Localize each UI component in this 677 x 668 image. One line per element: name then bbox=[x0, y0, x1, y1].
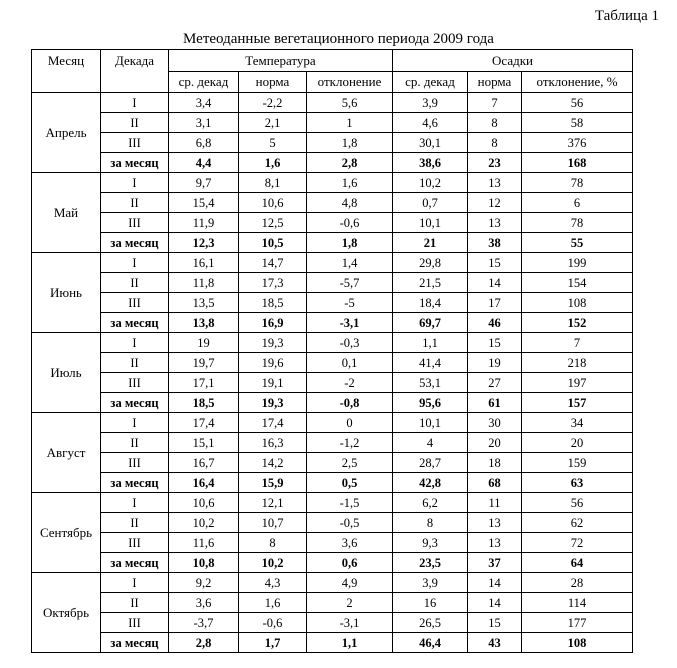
value-cell: 34 bbox=[522, 413, 633, 433]
decade-cell: III bbox=[101, 133, 169, 153]
value-cell: 114 bbox=[522, 593, 633, 613]
value-cell: 13 bbox=[468, 513, 522, 533]
total-label: за месяц bbox=[101, 393, 169, 413]
value-cell: 56 bbox=[522, 493, 633, 513]
value-cell: 108 bbox=[522, 293, 633, 313]
value-cell: 13 bbox=[468, 533, 522, 553]
value-cell: 69,7 bbox=[393, 313, 468, 333]
value-cell: 62 bbox=[522, 513, 633, 533]
value-cell: 19,7 bbox=[169, 353, 239, 373]
value-cell: 16,7 bbox=[169, 453, 239, 473]
value-cell: 16,4 bbox=[169, 473, 239, 493]
value-cell: 46 bbox=[468, 313, 522, 333]
value-cell: -0,6 bbox=[239, 613, 307, 633]
table-row bbox=[32, 173, 633, 193]
value-cell: -2,2 bbox=[239, 93, 307, 113]
table-row bbox=[32, 273, 633, 293]
value-cell: 12,1 bbox=[239, 493, 307, 513]
value-cell: 29,8 bbox=[393, 253, 468, 273]
value-cell: 14,7 bbox=[239, 253, 307, 273]
month-name: Сентябрь bbox=[32, 493, 101, 573]
table-row bbox=[32, 373, 633, 393]
decade-cell: I bbox=[101, 93, 169, 113]
value-cell: 1,8 bbox=[307, 133, 393, 153]
value-cell: 12 bbox=[468, 193, 522, 213]
value-cell: 2,8 bbox=[169, 633, 239, 653]
value-cell: 1,6 bbox=[239, 593, 307, 613]
value-cell: 154 bbox=[522, 273, 633, 293]
value-cell: 1 bbox=[307, 113, 393, 133]
table-row bbox=[32, 413, 633, 433]
value-cell: 1,6 bbox=[307, 173, 393, 193]
value-cell: 19 bbox=[468, 353, 522, 373]
weather-table bbox=[31, 49, 633, 653]
decade-cell: III bbox=[101, 533, 169, 553]
value-cell: 18 bbox=[468, 453, 522, 473]
value-cell: 1,4 bbox=[307, 253, 393, 273]
table-row bbox=[32, 433, 633, 453]
month-name: Август bbox=[32, 413, 101, 493]
decade-cell: I bbox=[101, 333, 169, 353]
value-cell: 14 bbox=[468, 593, 522, 613]
value-cell: 2,5 bbox=[307, 453, 393, 473]
table-row bbox=[32, 513, 633, 533]
value-cell: 13 bbox=[468, 173, 522, 193]
value-cell: 38 bbox=[468, 233, 522, 253]
value-cell: 11,6 bbox=[169, 533, 239, 553]
value-cell: 12,5 bbox=[239, 213, 307, 233]
month-name: Июль bbox=[32, 333, 101, 413]
value-cell: 61 bbox=[468, 393, 522, 413]
value-cell: 4,4 bbox=[169, 153, 239, 173]
total-label: за месяц bbox=[101, 153, 169, 173]
temperature-header: Температура bbox=[169, 50, 393, 72]
value-cell: 11,9 bbox=[169, 213, 239, 233]
value-cell: 15,9 bbox=[239, 473, 307, 493]
value-cell: 16,9 bbox=[239, 313, 307, 333]
decade-cell: II bbox=[101, 193, 169, 213]
decade-cell: I bbox=[101, 573, 169, 593]
value-cell: 11,8 bbox=[169, 273, 239, 293]
value-cell: 37 bbox=[468, 553, 522, 573]
month-name: Май bbox=[32, 173, 101, 253]
value-cell: 2,8 bbox=[307, 153, 393, 173]
table-row bbox=[32, 613, 633, 633]
total-label: за месяц bbox=[101, 633, 169, 653]
decade-cell: III bbox=[101, 613, 169, 633]
value-cell: 6,2 bbox=[393, 493, 468, 513]
value-cell: 10,2 bbox=[393, 173, 468, 193]
temp-deviation-header: отклонение bbox=[307, 72, 393, 93]
value-cell: 12,3 bbox=[169, 233, 239, 253]
value-cell: 10,5 bbox=[239, 233, 307, 253]
value-cell: 56 bbox=[522, 93, 633, 113]
value-cell: 64 bbox=[522, 553, 633, 573]
value-cell: 0 bbox=[307, 413, 393, 433]
value-cell: 14,2 bbox=[239, 453, 307, 473]
value-cell: 4,9 bbox=[307, 573, 393, 593]
value-cell: 14 bbox=[468, 573, 522, 593]
decade-header: Декада bbox=[101, 50, 169, 93]
value-cell: -0,3 bbox=[307, 333, 393, 353]
value-cell: 43 bbox=[468, 633, 522, 653]
decade-cell: II bbox=[101, 593, 169, 613]
table-body bbox=[32, 93, 633, 653]
decade-cell: I bbox=[101, 253, 169, 273]
value-cell: 15,4 bbox=[169, 193, 239, 213]
value-cell: 17,4 bbox=[239, 413, 307, 433]
value-cell: 58 bbox=[522, 113, 633, 133]
value-cell: 21,5 bbox=[393, 273, 468, 293]
value-cell: 0,1 bbox=[307, 353, 393, 373]
value-cell: 14 bbox=[468, 273, 522, 293]
value-cell: 3,6 bbox=[307, 533, 393, 553]
value-cell: 13,5 bbox=[169, 293, 239, 313]
decade-cell: I bbox=[101, 413, 169, 433]
value-cell: 16,1 bbox=[169, 253, 239, 273]
value-cell: 17,4 bbox=[169, 413, 239, 433]
value-cell: 1,1 bbox=[393, 333, 468, 353]
month-total-row bbox=[32, 153, 633, 173]
value-cell: 15 bbox=[468, 333, 522, 353]
decade-cell: III bbox=[101, 213, 169, 233]
value-cell: 18,5 bbox=[169, 393, 239, 413]
value-cell: 19 bbox=[169, 333, 239, 353]
value-cell: 177 bbox=[522, 613, 633, 633]
table-row bbox=[32, 253, 633, 273]
value-cell: 26,5 bbox=[393, 613, 468, 633]
value-cell: 15,1 bbox=[169, 433, 239, 453]
temp-avg-header: ср. декад bbox=[169, 72, 239, 93]
value-cell: 1,6 bbox=[239, 153, 307, 173]
month-name: Апрель bbox=[32, 93, 101, 173]
value-cell: 10,8 bbox=[169, 553, 239, 573]
table-row bbox=[32, 333, 633, 353]
decade-cell: III bbox=[101, 453, 169, 473]
value-cell: 10,1 bbox=[393, 213, 468, 233]
value-cell: 3,1 bbox=[169, 113, 239, 133]
value-cell: 78 bbox=[522, 213, 633, 233]
month-name: Октябрь bbox=[32, 573, 101, 653]
value-cell: -0,5 bbox=[307, 513, 393, 533]
value-cell: 19,6 bbox=[239, 353, 307, 373]
value-cell: 3,9 bbox=[393, 573, 468, 593]
value-cell: 4 bbox=[393, 433, 468, 453]
value-cell: 4,6 bbox=[393, 113, 468, 133]
value-cell: -5 bbox=[307, 293, 393, 313]
decade-cell: II bbox=[101, 433, 169, 453]
decade-cell: I bbox=[101, 173, 169, 193]
value-cell: -5,7 bbox=[307, 273, 393, 293]
table-row bbox=[32, 353, 633, 373]
table-row bbox=[32, 133, 633, 153]
value-cell: 6 bbox=[522, 193, 633, 213]
temp-norm-header: норма bbox=[239, 72, 307, 93]
month-name: Июнь bbox=[32, 253, 101, 333]
value-cell: 16,3 bbox=[239, 433, 307, 453]
precip-deviation-header: отклонение, % bbox=[522, 72, 633, 93]
value-cell: 0,6 bbox=[307, 553, 393, 573]
decade-cell: III bbox=[101, 293, 169, 313]
value-cell: 10,2 bbox=[239, 553, 307, 573]
table-row bbox=[32, 113, 633, 133]
value-cell: 8 bbox=[393, 513, 468, 533]
value-cell: 168 bbox=[522, 153, 633, 173]
decade-cell: II bbox=[101, 353, 169, 373]
value-cell: 8 bbox=[468, 133, 522, 153]
value-cell: 18,4 bbox=[393, 293, 468, 313]
value-cell: 7 bbox=[522, 333, 633, 353]
month-header: Месяц bbox=[32, 50, 101, 93]
value-cell: 23,5 bbox=[393, 553, 468, 573]
value-cell: 376 bbox=[522, 133, 633, 153]
value-cell: 199 bbox=[522, 253, 633, 273]
value-cell: 53,1 bbox=[393, 373, 468, 393]
month-total-row bbox=[32, 473, 633, 493]
month-total-row bbox=[32, 633, 633, 653]
value-cell: 3,6 bbox=[169, 593, 239, 613]
value-cell: 9,2 bbox=[169, 573, 239, 593]
decade-cell: I bbox=[101, 493, 169, 513]
value-cell: 1,7 bbox=[239, 633, 307, 653]
value-cell: 17,3 bbox=[239, 273, 307, 293]
table-row bbox=[32, 453, 633, 473]
value-cell: 7 bbox=[468, 93, 522, 113]
value-cell: 8 bbox=[239, 533, 307, 553]
value-cell: 159 bbox=[522, 453, 633, 473]
value-cell: 10,6 bbox=[169, 493, 239, 513]
precip-avg-header: ср. декад bbox=[393, 72, 468, 93]
value-cell: 55 bbox=[522, 233, 633, 253]
value-cell: 3,9 bbox=[393, 93, 468, 113]
table-row bbox=[32, 593, 633, 613]
value-cell: 19,3 bbox=[239, 333, 307, 353]
precipitation-header: Осадки bbox=[393, 50, 633, 72]
value-cell: 15 bbox=[468, 613, 522, 633]
value-cell: 0,7 bbox=[393, 193, 468, 213]
table-row bbox=[32, 293, 633, 313]
value-cell: 4,8 bbox=[307, 193, 393, 213]
month-total-row bbox=[32, 313, 633, 333]
value-cell: 8 bbox=[468, 113, 522, 133]
value-cell: 2 bbox=[307, 593, 393, 613]
value-cell: 2,1 bbox=[239, 113, 307, 133]
value-cell: 4,3 bbox=[239, 573, 307, 593]
value-cell: 157 bbox=[522, 393, 633, 413]
value-cell: 10,1 bbox=[393, 413, 468, 433]
total-label: за месяц bbox=[101, 313, 169, 333]
value-cell: 10,6 bbox=[239, 193, 307, 213]
table-label: Таблица 1 bbox=[594, 8, 659, 24]
value-cell: 17,1 bbox=[169, 373, 239, 393]
value-cell: 72 bbox=[522, 533, 633, 553]
value-cell: 1,1 bbox=[307, 633, 393, 653]
value-cell: 28 bbox=[522, 573, 633, 593]
value-cell: 152 bbox=[522, 313, 633, 333]
table-row bbox=[32, 533, 633, 553]
value-cell: 3,4 bbox=[169, 93, 239, 113]
value-cell: 16 bbox=[393, 593, 468, 613]
decade-cell: II bbox=[101, 273, 169, 293]
value-cell: -1,2 bbox=[307, 433, 393, 453]
value-cell: -0,6 bbox=[307, 213, 393, 233]
value-cell: 0,5 bbox=[307, 473, 393, 493]
value-cell: 41,4 bbox=[393, 353, 468, 373]
value-cell: 9,3 bbox=[393, 533, 468, 553]
value-cell: -1,5 bbox=[307, 493, 393, 513]
value-cell: 19,1 bbox=[239, 373, 307, 393]
value-cell: 10,7 bbox=[239, 513, 307, 533]
month-total-row bbox=[32, 233, 633, 253]
value-cell: -2 bbox=[307, 373, 393, 393]
decade-cell: II bbox=[101, 113, 169, 133]
value-cell: 10,2 bbox=[169, 513, 239, 533]
table-caption: Метеоданные вегетационного периода 2009 года bbox=[183, 31, 494, 47]
precip-norm-header: норма bbox=[468, 72, 522, 93]
value-cell: 38,6 bbox=[393, 153, 468, 173]
value-cell: 108 bbox=[522, 633, 633, 653]
value-cell: 197 bbox=[522, 373, 633, 393]
value-cell: 46,4 bbox=[393, 633, 468, 653]
value-cell: -3,1 bbox=[307, 313, 393, 333]
table-row bbox=[32, 213, 633, 233]
total-label: за месяц bbox=[101, 473, 169, 493]
value-cell: 42,8 bbox=[393, 473, 468, 493]
value-cell: 218 bbox=[522, 353, 633, 373]
value-cell: 6,8 bbox=[169, 133, 239, 153]
month-total-row bbox=[32, 553, 633, 573]
table-row bbox=[32, 573, 633, 593]
value-cell: 78 bbox=[522, 173, 633, 193]
table-row bbox=[32, 93, 633, 113]
value-cell: 23 bbox=[468, 153, 522, 173]
value-cell: 15 bbox=[468, 253, 522, 273]
total-label: за месяц bbox=[101, 553, 169, 573]
table-row bbox=[32, 193, 633, 213]
value-cell: 13,8 bbox=[169, 313, 239, 333]
value-cell: 18,5 bbox=[239, 293, 307, 313]
decade-cell: II bbox=[101, 513, 169, 533]
value-cell: 17 bbox=[468, 293, 522, 313]
value-cell: 95,6 bbox=[393, 393, 468, 413]
value-cell: 68 bbox=[468, 473, 522, 493]
month-total-row bbox=[32, 393, 633, 413]
value-cell: 9,7 bbox=[169, 173, 239, 193]
value-cell: 5 bbox=[239, 133, 307, 153]
value-cell: 20 bbox=[522, 433, 633, 453]
value-cell: 21 bbox=[393, 233, 468, 253]
value-cell: 28,7 bbox=[393, 453, 468, 473]
table-row bbox=[32, 493, 633, 513]
value-cell: 8,1 bbox=[239, 173, 307, 193]
value-cell: 63 bbox=[522, 473, 633, 493]
value-cell: 27 bbox=[468, 373, 522, 393]
value-cell: 20 bbox=[468, 433, 522, 453]
value-cell: 11 bbox=[468, 493, 522, 513]
total-label: за месяц bbox=[101, 233, 169, 253]
value-cell: -3,1 bbox=[307, 613, 393, 633]
value-cell: 1,8 bbox=[307, 233, 393, 253]
value-cell: 30 bbox=[468, 413, 522, 433]
decade-cell: III bbox=[101, 373, 169, 393]
value-cell: 19,3 bbox=[239, 393, 307, 413]
value-cell: -0,8 bbox=[307, 393, 393, 413]
value-cell: 5,6 bbox=[307, 93, 393, 113]
value-cell: -3,7 bbox=[169, 613, 239, 633]
value-cell: 13 bbox=[468, 213, 522, 233]
value-cell: 30,1 bbox=[393, 133, 468, 153]
